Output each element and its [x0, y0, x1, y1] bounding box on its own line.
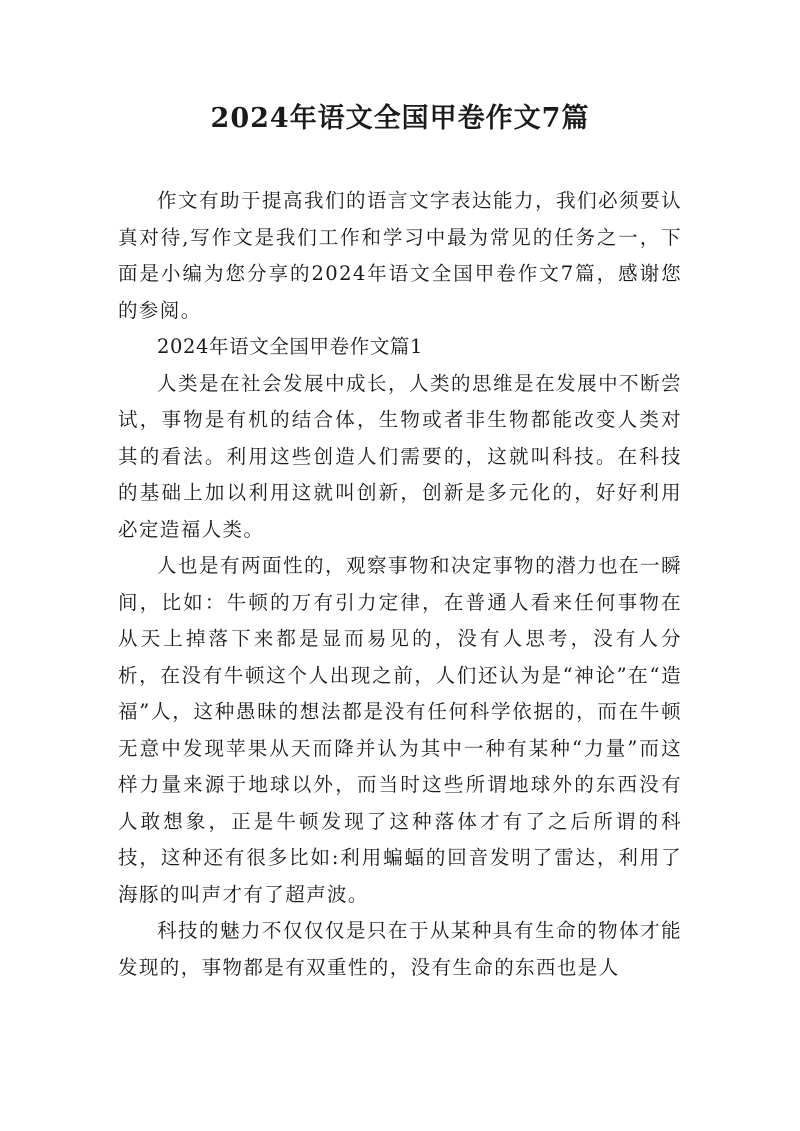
body-paragraph-2: 人也是有两面性的，观察事物和决定事物的潜力也在一瞬间，比如：牛顿的万有引力定律，在普通人看来任何事物在从天上掉落下来都是显而易见的，没有人思考，没有人分析，在没有牛顿这个人出现之前，人们还认为是“神论”在“造福”人，这种愚昧的想法都是没有任何科学依据的，而在牛顿无意中发现苹果从天而降并认为其中一种有某种“力量”而这样力量来源于地球以外，而当时这些所谓地球外的东西没有人敢想象，正是牛顿发现了这种落体才有了之后所谓的科技，这种还有很多比如:利用蝙蝠的回音发明了雷达，利用了海豚的叫声才有了超声波。	[118, 554, 682, 906]
body-paragraph-1: 人类是在社会发展中成长，人类的思维是在发展中不断尝试，事物是有机的结合体，生物或者非生物都能改变人类对其的看法。利用这些创造人们需要的，这就叫科技。在科技的基础上加以利用这就叫创新，创新是多元化的，好好利用必定造福人类。	[118, 371, 682, 541]
body-paragraph-3: 科技的魅力不仅仅仅是只在于从某种具有生命的物体才能发现的，事物都是有双重性的，没有生命的东西也是人	[118, 919, 682, 979]
section-heading: 2024年语文全国甲卷作文篇1	[157, 335, 424, 358]
document-body	[118, 183, 682, 986]
document-title: 2024年语文全国甲卷作文7篇	[210, 103, 590, 134]
intro-paragraph: 作文有助于提高我们的语言文字表达能力，我们必须要认真对待,写作文是我们工作和学习中最为常见的任务之一，下面是小编为您分享的2024年语文全国甲卷作文7篇，感谢您的参阅。	[118, 189, 682, 322]
